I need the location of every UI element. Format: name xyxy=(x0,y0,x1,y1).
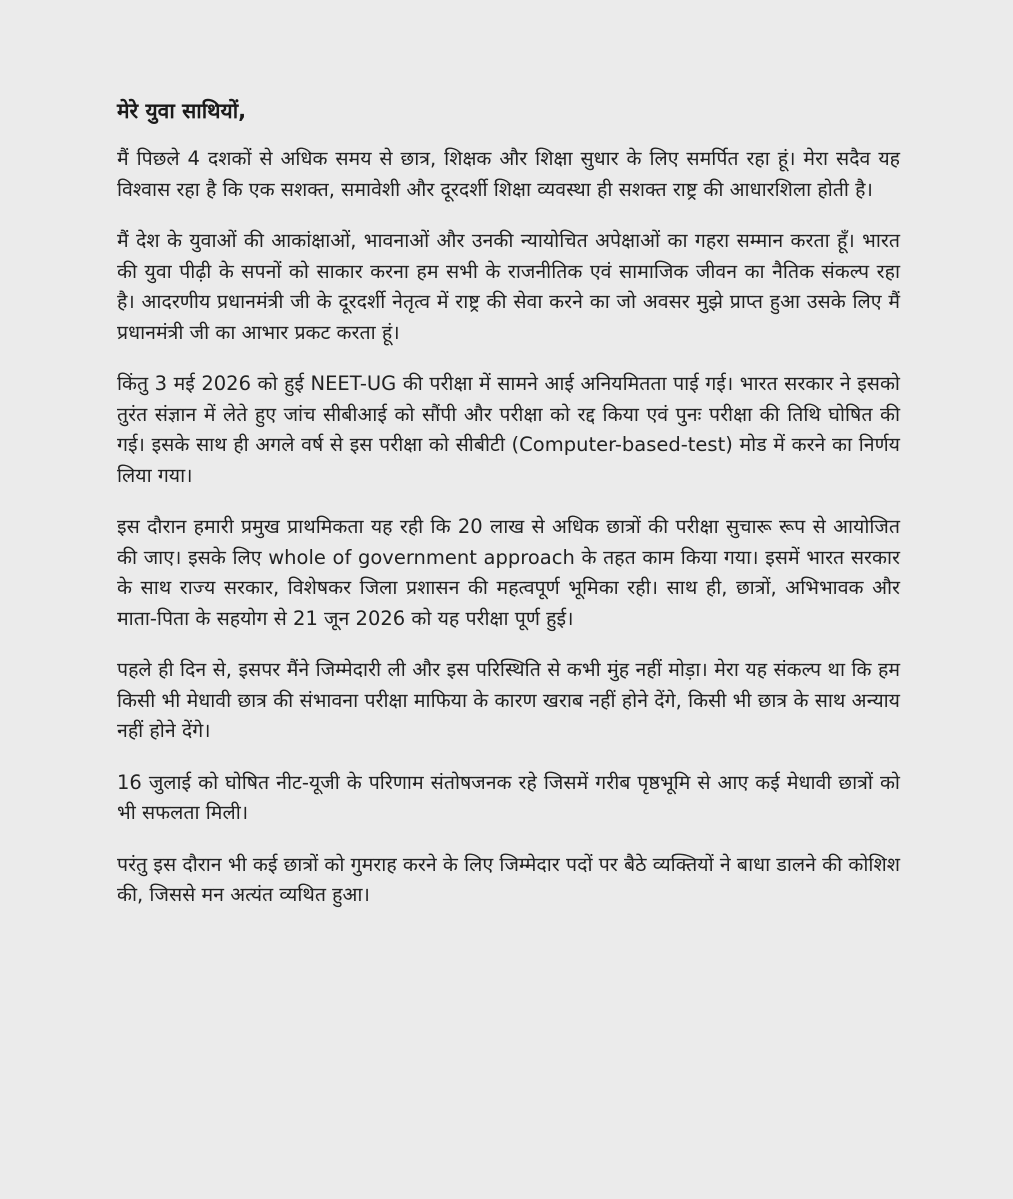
paragraph-obstruction: परंतु इस दौरान भी कई छात्रों को गुमराह करने के लिए जिम्मेदार पदों पर बैठे व्यक्तियों ने बाधा डालने की कोशिश की, जिससे मन अत्यंत व्यथित हुआ। xyxy=(117,852,900,906)
paragraph-commitment: मैं पिछले 4 दशकों से अधिक समय से छात्र, शिक्षक और शिक्षा सुधार के लिए समर्पित रहा हूं। मेरा सदैव यह विश्वास रहा है कि एक सशक्त, समावेशी और दूरदर्शी शिक्षा व्यवस्था ही सशक्त राष्ट्र की आधारशिला होती है। xyxy=(117,147,900,201)
paragraph-neet-irregularity: किंतु 3 मई 2026 को हुई NEET-UG की परीक्षा में सामने आई अनियमितता पाई गई। भारत सरकार ने इसको तुरंत संज्ञान में लेते हुए जांच सीबीआई को सौंपी और परीक्षा को रद्द किया एवं पुनः परीक्षा की तिथि घोषित की गई। इसके साथ ही अगले वर्ष से इस परीक्षा को सीबीटी (Computer-based-test) मोड में करने का निर्णय लिया गया। xyxy=(117,372,900,487)
paragraph-youth-aspirations: मैं देश के युवाओं की आकांक्षाओं, भावनाओं और उनकी न्यायोचित अपेक्षाओं का गहरा सम्मान करता हूँ। भारत की युवा पीढ़ी के सपनों को साकार करना हम सभी के राजनीतिक एवं सामाजिक जीवन का नैतिक संकल्प रहा है। आदरणीय प्रधानमंत्री जी के दूरदर्शी नेतृत्व में राष्ट्र की सेवा करने का जो अवसर मुझे प्राप्त हुआ उसके लिए मैं प्रधानमंत्री जी का आभार प्रकट करता हूं। xyxy=(117,229,900,344)
paragraph-responsibility: पहले ही दिन से, इसपर मैंने जिम्मेदारी ली और इस परिस्थिति से कभी मुंह नहीं मोड़ा। मेरा यह संकल्प था कि हम किसी भी मेधावी छात्र की संभावना परीक्षा माफिया के कारण खराब नहीं होने देंगे, किसी भी छात्र के साथ अन्याय नहीं होने देंगे। xyxy=(117,658,900,742)
salutation: मेरे युवा साथियों, xyxy=(117,99,247,123)
paragraph-results: 16 जुलाई को घोषित नीट-यूजी के परिणाम संतोषजनक रहे जिसमें गरीब पृष्ठभूमि से आए कई मेधावी छात्रों को भी सफलता मिली। xyxy=(117,770,900,824)
paragraph-re-exam: इस दौरान हमारी प्रमुख प्राथमिकता यह रही कि 20 लाख से अधिक छात्रों की परीक्षा सुचारू रूप से आयोजित की जाए। इसके लिए whole of government approach के तहत काम किया गया। इसमें भारत सरकार के साथ राज्य सरकार, विशेषकर जिला प्रशासन की महत्वपूर्ण भूमिका रही। साथ ही, छात्रों, अभिभावक और माता-पिता के सहयोग से 21 जून 2026 को यह परीक्षा पूर्ण हुई। xyxy=(117,515,900,630)
letter-body xyxy=(117,96,900,932)
